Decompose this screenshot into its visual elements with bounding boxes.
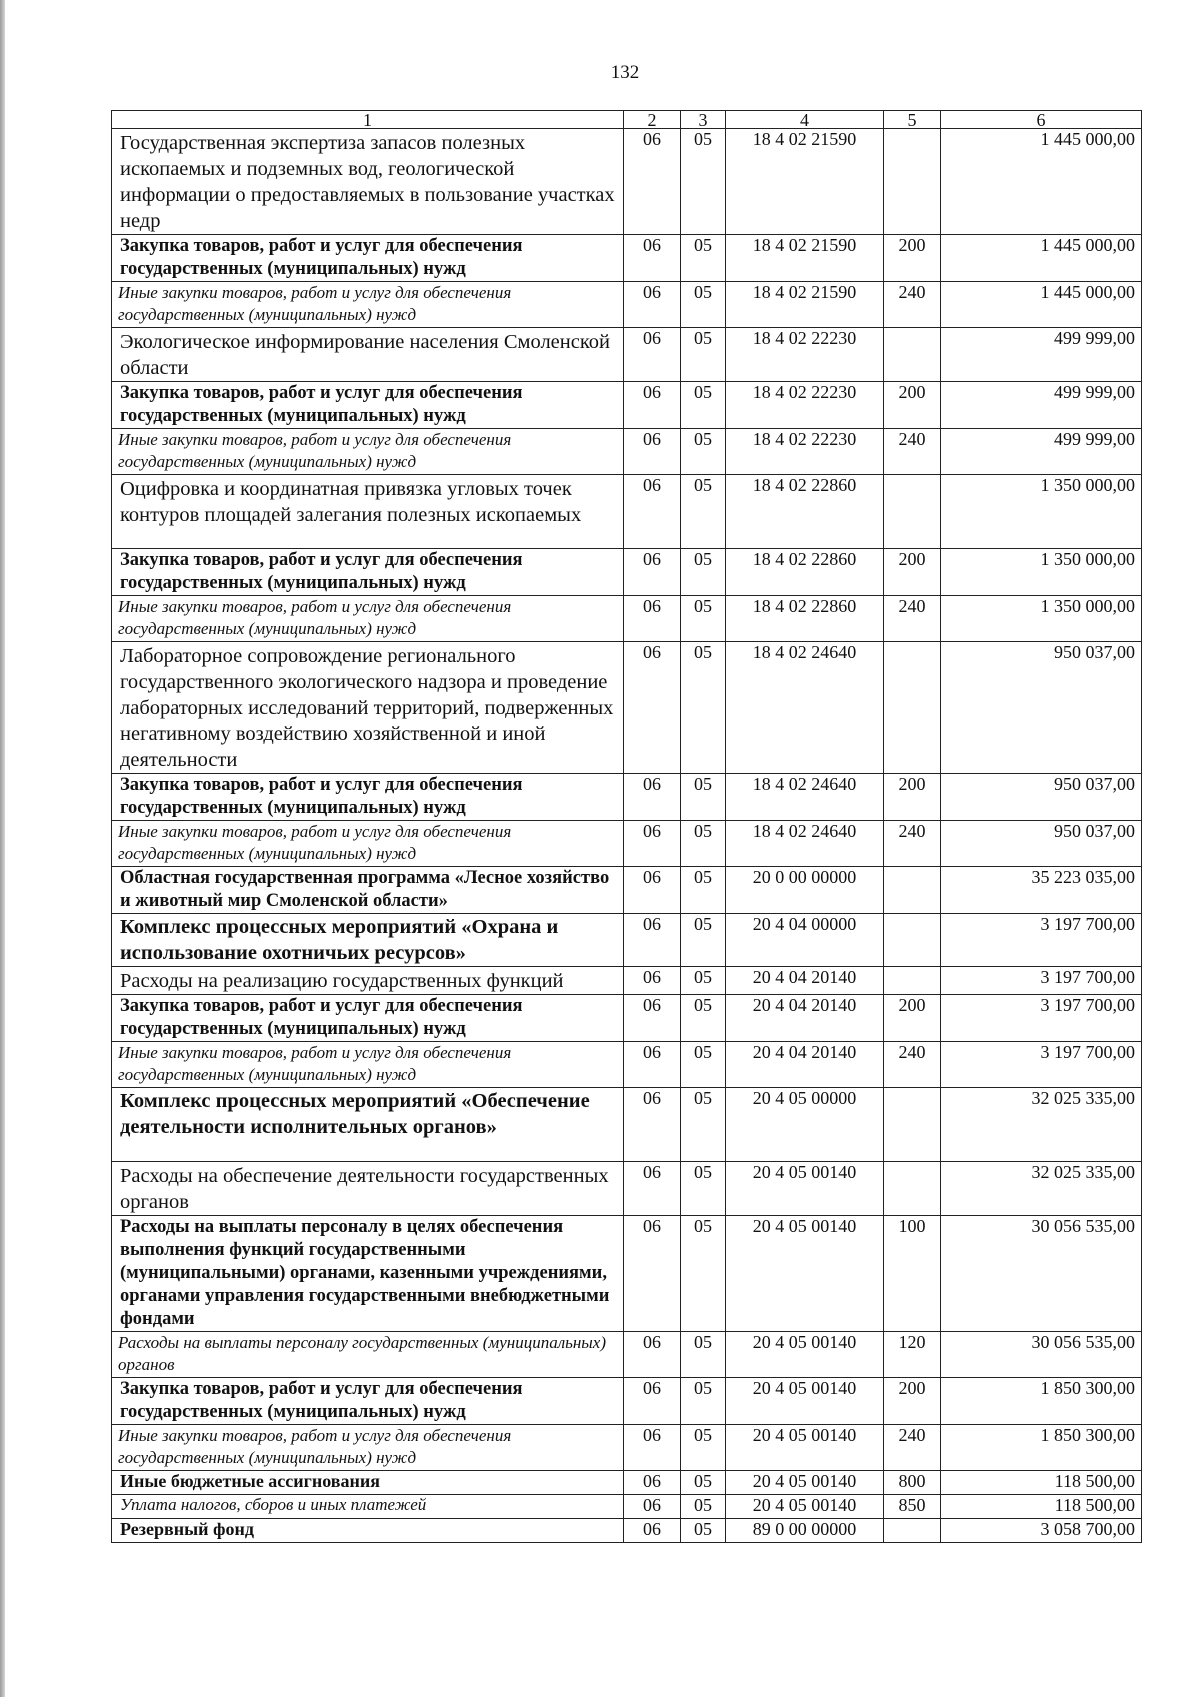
cell-subsection: 05 — [681, 1162, 726, 1216]
cell-expense-type: 850 — [884, 1495, 941, 1519]
table-row — [112, 642, 1142, 774]
cell-expense-type: 200 — [884, 549, 941, 596]
cell-section: 06 — [624, 1216, 681, 1332]
row-name: Иные закупки товаров, работ и услуг для обеспечения государственных (муниципальных) нужд — [112, 596, 624, 642]
row-name: Закупка товаров, работ и услуг для обеспечения государственных (муниципальных) нужд — [112, 995, 624, 1042]
cell-subsection: 05 — [681, 1216, 726, 1332]
cell-subsection: 05 — [681, 129, 726, 235]
cell-subsection: 05 — [681, 1088, 726, 1162]
cell-section: 06 — [624, 1042, 681, 1088]
budget-table — [111, 110, 1142, 1543]
table-row — [112, 1378, 1142, 1425]
cell-expense-type — [884, 867, 941, 914]
table-row — [112, 282, 1142, 328]
table-row — [112, 1162, 1142, 1216]
cell-section: 06 — [624, 774, 681, 821]
cell-section: 06 — [624, 1519, 681, 1543]
header-col-4: 4 — [726, 111, 884, 129]
cell-section: 06 — [624, 995, 681, 1042]
cell-subsection: 05 — [681, 475, 726, 549]
cell-section: 06 — [624, 821, 681, 867]
cell-expense-type — [884, 1519, 941, 1543]
row-name: Расходы на выплаты персоналу в целях обеспечения выполнения функций государственными (муниципальными) органами, казенными учреждениями, органами управления государственными внебюджетными фондами — [112, 1216, 624, 1332]
row-name: Расходы на реализацию государственных функций — [112, 967, 624, 995]
header-col-6: 6 — [941, 111, 1142, 129]
table-row — [112, 328, 1142, 382]
cell-target-article: 20 4 04 20140 — [726, 1042, 884, 1088]
cell-amount: 3 197 700,00 — [941, 967, 1142, 995]
cell-amount: 1 350 000,00 — [941, 475, 1142, 549]
table-header — [112, 111, 1142, 129]
row-name: Экологическое информирование населения Смоленской области — [112, 328, 624, 382]
cell-target-article: 20 4 04 20140 — [726, 967, 884, 995]
row-name: Иные закупки товаров, работ и услуг для обеспечения государственных (муниципальных) нужд — [112, 429, 624, 475]
cell-section: 06 — [624, 596, 681, 642]
cell-amount: 30 056 535,00 — [941, 1332, 1142, 1378]
cell-amount: 950 037,00 — [941, 774, 1142, 821]
cell-subsection: 05 — [681, 1519, 726, 1543]
cell-section: 06 — [624, 642, 681, 774]
table-row — [112, 1216, 1142, 1332]
cell-subsection: 05 — [681, 1425, 726, 1471]
cell-amount: 1 350 000,00 — [941, 549, 1142, 596]
row-name: Комплекс процессных мероприятий «Охрана и использование охотничьих ресурсов» — [112, 914, 624, 967]
cell-subsection: 05 — [681, 235, 726, 282]
cell-subsection: 05 — [681, 1471, 726, 1495]
cell-target-article: 18 4 02 22230 — [726, 328, 884, 382]
cell-section: 06 — [624, 1088, 681, 1162]
cell-amount: 499 999,00 — [941, 429, 1142, 475]
cell-target-article: 18 4 02 24640 — [726, 821, 884, 867]
cell-expense-type — [884, 129, 941, 235]
table-row — [112, 967, 1142, 995]
row-name: Закупка товаров, работ и услуг для обеспечения государственных (муниципальных) нужд — [112, 382, 624, 429]
table-row — [112, 821, 1142, 867]
cell-section: 06 — [624, 1471, 681, 1495]
row-name: Иные бюджетные ассигнования — [112, 1471, 624, 1495]
row-name: Расходы на выплаты персоналу государственных (муниципальных) органов — [112, 1332, 624, 1378]
cell-target-article: 18 4 02 22860 — [726, 549, 884, 596]
row-name: Иные закупки товаров, работ и услуг для обеспечения государственных (муниципальных) нужд — [112, 1425, 624, 1471]
row-name: Иные закупки товаров, работ и услуг для обеспечения государственных (муниципальных) нужд — [112, 282, 624, 328]
cell-target-article: 89 0 00 00000 — [726, 1519, 884, 1543]
table-row — [112, 1425, 1142, 1471]
cell-expense-type — [884, 1162, 941, 1216]
table-row — [112, 914, 1142, 967]
table-row — [112, 129, 1142, 235]
cell-expense-type — [884, 642, 941, 774]
cell-section: 06 — [624, 235, 681, 282]
cell-expense-type: 240 — [884, 1042, 941, 1088]
cell-target-article: 20 4 05 00140 — [726, 1216, 884, 1332]
cell-amount: 950 037,00 — [941, 642, 1142, 774]
cell-section: 06 — [624, 1378, 681, 1425]
cell-target-article: 18 4 02 22230 — [726, 382, 884, 429]
cell-amount: 3 058 700,00 — [941, 1519, 1142, 1543]
table-row — [112, 1042, 1142, 1088]
cell-expense-type: 240 — [884, 429, 941, 475]
table-row — [112, 475, 1142, 549]
header-col-2: 2 — [624, 111, 681, 129]
cell-subsection: 05 — [681, 774, 726, 821]
row-name: Закупка товаров, работ и услуг для обеспечения государственных (муниципальных) нужд — [112, 774, 624, 821]
row-name: Лабораторное сопровождение регионального государственного экологического надзора и проведение лабораторных исследований территорий, подверженных негативному воздействию хозяйственной и иной деятельности — [112, 642, 624, 774]
table-row — [112, 549, 1142, 596]
row-name: Государственная экспертиза запасов полезных ископаемых и подземных вод, геологической информации о предоставляемых в пользование участках недр — [112, 129, 624, 235]
cell-subsection: 05 — [681, 549, 726, 596]
cell-section: 06 — [624, 1425, 681, 1471]
cell-subsection: 05 — [681, 282, 726, 328]
cell-amount: 499 999,00 — [941, 328, 1142, 382]
row-name: Закупка товаров, работ и услуг для обеспечения государственных (муниципальных) нужд — [112, 1378, 624, 1425]
cell-amount: 32 025 335,00 — [941, 1088, 1142, 1162]
row-name: Иные закупки товаров, работ и услуг для обеспечения государственных (муниципальных) нужд — [112, 821, 624, 867]
row-name: Закупка товаров, работ и услуг для обеспечения государственных (муниципальных) нужд — [112, 549, 624, 596]
header-col-1: 1 — [112, 111, 624, 129]
cell-amount: 3 197 700,00 — [941, 995, 1142, 1042]
table-row — [112, 596, 1142, 642]
cell-target-article: 20 4 04 20140 — [726, 995, 884, 1042]
cell-target-article: 20 0 00 00000 — [726, 867, 884, 914]
cell-target-article: 20 4 05 00140 — [726, 1332, 884, 1378]
table-row — [112, 1495, 1142, 1519]
cell-expense-type: 240 — [884, 596, 941, 642]
table-row — [112, 429, 1142, 475]
cell-target-article: 20 4 05 00140 — [726, 1471, 884, 1495]
header-col-3: 3 — [681, 111, 726, 129]
cell-target-article: 18 4 02 22230 — [726, 429, 884, 475]
cell-expense-type: 200 — [884, 1378, 941, 1425]
cell-section: 06 — [624, 282, 681, 328]
table-row — [112, 235, 1142, 282]
cell-section: 06 — [624, 1495, 681, 1519]
cell-amount: 32 025 335,00 — [941, 1162, 1142, 1216]
table-row — [112, 1471, 1142, 1495]
cell-expense-type: 200 — [884, 235, 941, 282]
cell-subsection: 05 — [681, 1495, 726, 1519]
cell-expense-type: 120 — [884, 1332, 941, 1378]
cell-subsection: 05 — [681, 1042, 726, 1088]
cell-target-article: 18 4 02 24640 — [726, 774, 884, 821]
table-row — [112, 995, 1142, 1042]
table-row — [112, 1088, 1142, 1162]
cell-subsection: 05 — [681, 914, 726, 967]
cell-expense-type — [884, 967, 941, 995]
cell-target-article: 20 4 05 00140 — [726, 1495, 884, 1519]
cell-target-article: 18 4 02 22860 — [726, 596, 884, 642]
cell-target-article: 18 4 02 22860 — [726, 475, 884, 549]
cell-subsection: 05 — [681, 642, 726, 774]
cell-expense-type: 200 — [884, 382, 941, 429]
cell-amount: 499 999,00 — [941, 382, 1142, 429]
cell-expense-type: 240 — [884, 1425, 941, 1471]
cell-section: 06 — [624, 914, 681, 967]
cell-section: 06 — [624, 429, 681, 475]
cell-amount: 35 223 035,00 — [941, 867, 1142, 914]
cell-amount: 1 445 000,00 — [941, 129, 1142, 235]
cell-amount: 118 500,00 — [941, 1471, 1142, 1495]
row-name: Областная государственная программа «Лесное хозяйство и животный мир Смоленской области» — [112, 867, 624, 914]
cell-target-article: 20 4 05 00140 — [726, 1378, 884, 1425]
cell-subsection: 05 — [681, 596, 726, 642]
cell-expense-type: 240 — [884, 821, 941, 867]
cell-expense-type: 200 — [884, 774, 941, 821]
cell-section: 06 — [624, 328, 681, 382]
cell-expense-type — [884, 328, 941, 382]
cell-subsection: 05 — [681, 429, 726, 475]
cell-amount: 3 197 700,00 — [941, 914, 1142, 967]
row-name: Расходы на обеспечение деятельности государственных органов — [112, 1162, 624, 1216]
cell-target-article: 20 4 05 00000 — [726, 1088, 884, 1162]
table-row — [112, 1332, 1142, 1378]
row-name: Резервный фонд — [112, 1519, 624, 1543]
cell-expense-type — [884, 475, 941, 549]
cell-subsection: 05 — [681, 995, 726, 1042]
cell-section: 06 — [624, 382, 681, 429]
header-row — [112, 111, 1142, 129]
header-col-5: 5 — [884, 111, 941, 129]
cell-expense-type: 100 — [884, 1216, 941, 1332]
row-name: Закупка товаров, работ и услуг для обеспечения государственных (муниципальных) нужд — [112, 235, 624, 282]
scan-edge — [0, 0, 5, 1697]
cell-amount: 1 445 000,00 — [941, 282, 1142, 328]
table-row — [112, 382, 1142, 429]
cell-target-article: 18 4 02 24640 — [726, 642, 884, 774]
table-row — [112, 1519, 1142, 1543]
row-name: Уплата налогов, сборов и иных платежей — [112, 1495, 624, 1519]
cell-section: 06 — [624, 475, 681, 549]
cell-subsection: 05 — [681, 967, 726, 995]
cell-section: 06 — [624, 1162, 681, 1216]
cell-amount: 118 500,00 — [941, 1495, 1142, 1519]
cell-amount: 950 037,00 — [941, 821, 1142, 867]
page-number: 132 — [610, 62, 640, 83]
cell-subsection: 05 — [681, 382, 726, 429]
cell-expense-type: 200 — [884, 995, 941, 1042]
cell-target-article: 20 4 05 00140 — [726, 1162, 884, 1216]
cell-section: 06 — [624, 967, 681, 995]
cell-target-article: 20 4 04 00000 — [726, 914, 884, 967]
cell-section: 06 — [624, 549, 681, 596]
cell-expense-type — [884, 1088, 941, 1162]
row-name: Комплекс процессных мероприятий «Обеспечение деятельности исполнительных органов» — [112, 1088, 624, 1162]
cell-target-article: 18 4 02 21590 — [726, 235, 884, 282]
table-row — [112, 867, 1142, 914]
cell-expense-type — [884, 914, 941, 967]
cell-amount: 3 197 700,00 — [941, 1042, 1142, 1088]
cell-subsection: 05 — [681, 1378, 726, 1425]
cell-target-article: 18 4 02 21590 — [726, 129, 884, 235]
cell-target-article: 18 4 02 21590 — [726, 282, 884, 328]
cell-subsection: 05 — [681, 867, 726, 914]
cell-target-article: 20 4 05 00140 — [726, 1425, 884, 1471]
row-name: Иные закупки товаров, работ и услуг для обеспечения государственных (муниципальных) нужд — [112, 1042, 624, 1088]
cell-section: 06 — [624, 867, 681, 914]
cell-amount: 1 350 000,00 — [941, 596, 1142, 642]
cell-expense-type: 240 — [884, 282, 941, 328]
row-name: Оцифровка и координатная привязка угловых точек контуров площадей залегания полезных ископаемых — [112, 475, 624, 549]
cell-amount: 1 850 300,00 — [941, 1378, 1142, 1425]
table-row — [112, 774, 1142, 821]
cell-subsection: 05 — [681, 328, 726, 382]
cell-section: 06 — [624, 1332, 681, 1378]
cell-expense-type: 800 — [884, 1471, 941, 1495]
cell-amount: 1 850 300,00 — [941, 1425, 1142, 1471]
cell-subsection: 05 — [681, 821, 726, 867]
cell-subsection: 05 — [681, 1332, 726, 1378]
cell-amount: 1 445 000,00 — [941, 235, 1142, 282]
cell-section: 06 — [624, 129, 681, 235]
cell-amount: 30 056 535,00 — [941, 1216, 1142, 1332]
table-body — [112, 129, 1142, 1543]
